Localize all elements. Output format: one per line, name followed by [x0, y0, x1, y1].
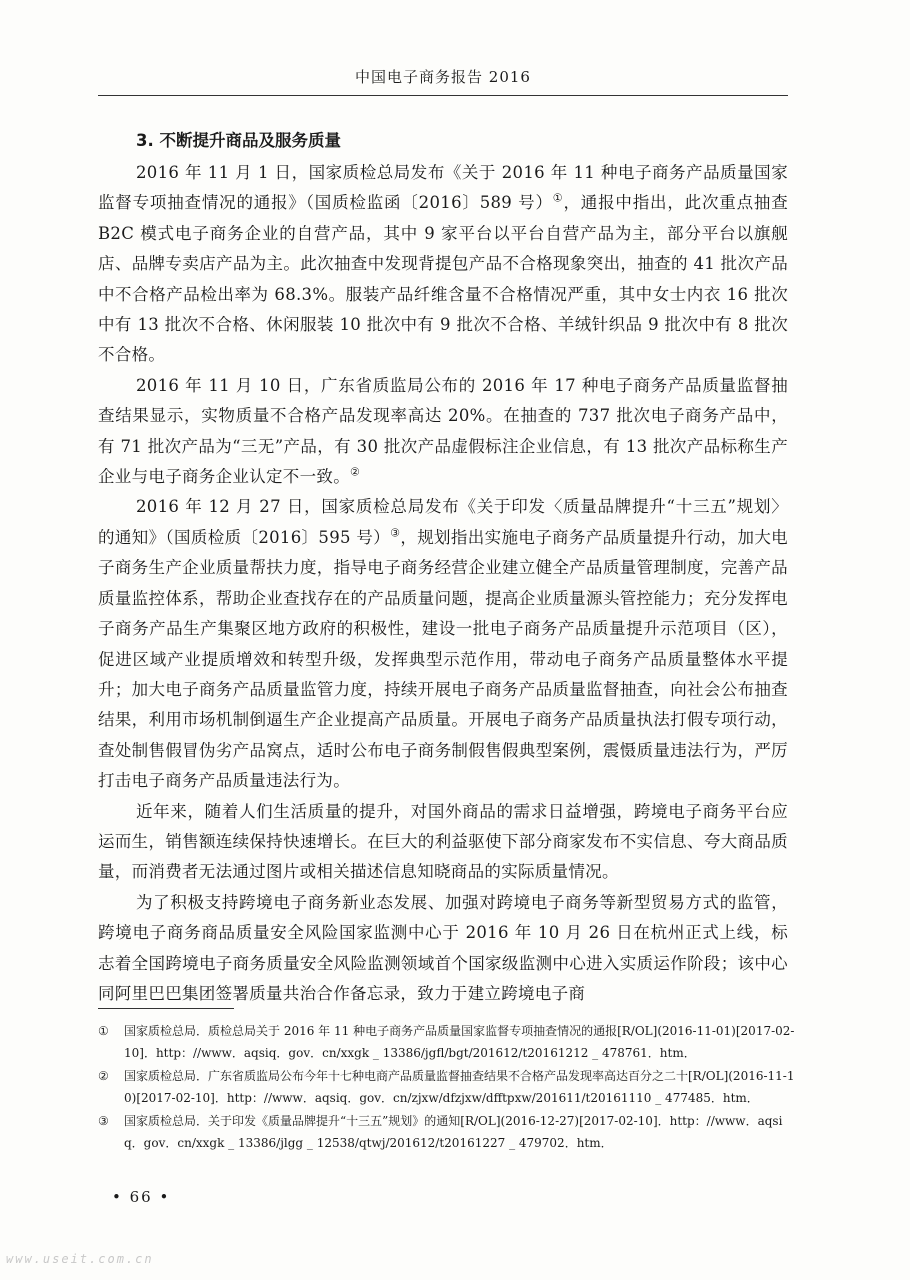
footnote-marker: ②: [350, 465, 361, 479]
paragraph-text: 近年来，随着人们生活质量的提升，对国外商品的需求日益增强，跨境电子商务平台应运而生，销售额连续保持快速增长。在巨大的利益驱使下部分商家发布不实信息、夸大商品质量，而消费者无法通过图片或相关描述信息知晓商品的实际质量情况。: [98, 801, 788, 882]
footnote-number: ①: [98, 1024, 109, 1038]
header-rule: [98, 95, 788, 96]
paragraph-text: 为了积极支持跨境电子商务新业态发展、加强对跨境电子商务等新型贸易方式的监管，跨境电子商务商品质量安全风险国家监测中心于 2016 年 10 月 26 日在杭州正式上线，标志着全国跨境电子商务质量安全风险监测领域首个国家级监测中心进入实质运作阶段；该中心同阿里巴巴集团签署质量共治合作备忘录，致力于建立跨境电子商: [98, 892, 788, 1003]
footnote-number: ②: [98, 1068, 109, 1083]
footnote-text: 国家质检总局．关于印发《质量品牌提升“十三五”规划》的通知[R/OL](2016-12-27)[2017-02-10]．http：//www．aqsiq．gov．cn/xxgk _ 13386/jlgg _ 12538/qtwj/201612/t20161227 _ 479702．htm．: [124, 1113, 783, 1151]
footnote: [98, 1020, 798, 1065]
paragraph-text: ，规划指出实施电子商务产品质量提升行动，加大电子商务生产企业质量帮扶力度，指导电子商务经营企业建立健全产品质量管理制度，完善产品质量监控体系，帮助企业查找存在的产品质量问题，提高企业质量源头管控能力；充分发挥电子商务产品生产集聚区地方政府的积极性，建设一批电子商务产品质量提升示范项目（区），促进区域产业提质增效和转型升级，发挥典型示范作用，带动电子商务产品质量整体水平提升；加大电子商务产品质量监管力度，持续开展电子商务产品质量监督抽查，向社会公布抽查结果，利用市场机制倒逼生产企业提高产品质量。开展电子商务产品质量执法打假专项行动，查处制售假冒伪劣产品窝点，适时公布电子商务制假售假典型案例，震慑质量违法行为，严厉打击电子商务产品质量违法行为。: [98, 527, 788, 791]
body-text: [98, 126, 788, 1009]
footnote-text: 国家质检总局．广东省质监局公布今年十七种电商产品质量监督抽查结果不合格产品发现率高达百分之二十[R/OL](2016-11-10)[2017-02-10]．http：//www．aqsiq．gov．cn/zjxw/dfzjxw/dfftpxw/201611/t20161110 _ 477485．htm．: [124, 1068, 795, 1106]
footnote-number: ③: [98, 1113, 109, 1128]
paragraph-text: 2016 年 11 月 10 日，广东省质监局公布的 2016 年 17 种电子商务产品质量监督抽查结果显示，实物质量不合格产品发现率高达 20%。在抽查的 737 批次电子商务产品中，有 71 批次产品为“三无”产品，有 30 批次产品虚假标注企业信息，有 13 批次产品标称生产企业与电子商务企业认定不一致。: [98, 375, 788, 487]
paragraph-text: 2016 年 12 月 27 日，国家质检总局发布《关于印发〈质量品牌提升“十三五”规划〉的通知》（国质检质〔2016〕595 号）: [98, 497, 788, 547]
footnote-text: 国家质检总局．质检总局关于 2016 年 11 种电子商务产品质量国家监督专项抽查情况的通报[R/OL](2016-11-01)[2017-02-10]．http：//www．aqsiq．gov．cn/xxgk _ 13386/jgfl/bgt/201612/t20161212 _ 478761．htm．: [124, 1024, 795, 1061]
footnote-marker: ③: [390, 526, 401, 540]
footnote-marker: ①: [552, 191, 564, 205]
footnote: [98, 1110, 798, 1155]
footnote-rule: [98, 1008, 234, 1009]
paragraph-text: ，通报中指出，此次重点抽查 B2C 模式电子商务企业的自营产品，其中 9 家平台以平台自营产品为主，部分平台以旗舰店、品牌专卖店产品为主。此次抽查中发现背提包产品不合格现象突出，抽查的 41 批次产品中不合格产品检出率为 68.3%。服装产品纤维含量不合格情况严重，其中女士内衣 16 批次中有 13 批次不合格、休闲服装 10 批次中有 9 批次不合格、羊绒针织品 9 批次中有 8 批次不合格。: [98, 193, 788, 365]
watermark: www.useit.com.cn: [6, 1252, 154, 1266]
section-heading: 3. 不断提升商品及服务质量: [136, 131, 341, 150]
footnote: [98, 1065, 798, 1110]
running-header: 中国电子商务报告 2016: [355, 68, 531, 86]
body-paragraph: [98, 492, 788, 796]
body-paragraph: [98, 888, 788, 1010]
page-number: • 66 •: [112, 1188, 171, 1206]
footnotes: [98, 1020, 798, 1154]
body-paragraph: [98, 371, 788, 493]
paragraphs: [98, 158, 788, 1009]
body-paragraph: [98, 158, 788, 371]
paragraph-text: 2016 年 11 月 1 日，国家质检总局发布《关于 2016 年 11 种电子商务产品质量国家监督专项抽查情况的通报》（国质检监函〔2016〕589 号）: [98, 163, 788, 213]
body-paragraph: [98, 797, 788, 888]
